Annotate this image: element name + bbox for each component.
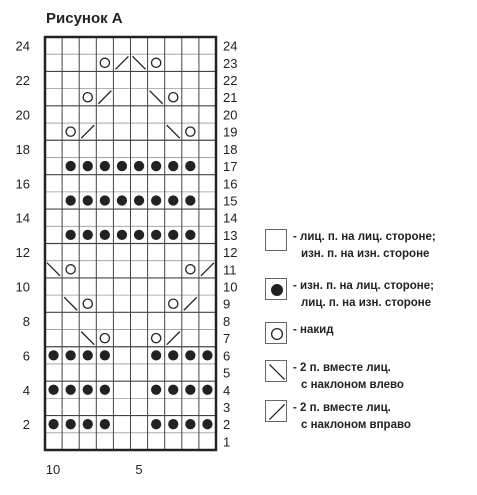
purl-dot xyxy=(202,350,212,360)
left-slant-icon xyxy=(265,360,287,382)
legend-label xyxy=(293,322,477,339)
purl-dot xyxy=(100,161,110,171)
purl-dot xyxy=(202,419,212,429)
row-number-left: 24 xyxy=(15,38,30,54)
k2tog-right-slash xyxy=(269,404,284,419)
purl-dot xyxy=(117,230,127,240)
row-number-right: 10 xyxy=(223,279,238,295)
purl-dot xyxy=(100,419,110,429)
purl-dot xyxy=(66,350,76,360)
legend-label-line: - лиц. п. на лиц. стороне; xyxy=(293,231,436,243)
purl-dot xyxy=(185,195,195,205)
row-number-left: 22 xyxy=(15,73,30,89)
row-number-left: 8 xyxy=(22,313,30,329)
legend-label-line: лиц. п. на изн. стороне xyxy=(301,297,432,309)
row-number-right: 21 xyxy=(223,90,238,106)
purl-dot xyxy=(151,161,161,171)
purl-dot xyxy=(168,161,178,171)
row-number-right: 13 xyxy=(223,227,238,243)
row-number-left: 10 xyxy=(15,279,30,295)
purl-dot xyxy=(66,161,76,171)
purl-dot xyxy=(117,195,127,205)
legend-label xyxy=(293,360,477,394)
row-number-left: 4 xyxy=(22,382,30,398)
purl-dot xyxy=(134,161,144,171)
purl-dot xyxy=(168,230,178,240)
purl-dot xyxy=(185,385,195,395)
k2tog-left-slash xyxy=(269,364,284,379)
purl-dot xyxy=(185,161,195,171)
row-number-right: 3 xyxy=(223,399,231,415)
legend-label-line: с наклоном влево xyxy=(301,379,404,391)
purl-dot xyxy=(151,195,161,205)
row-number-left: 20 xyxy=(15,107,30,123)
row-number-right: 18 xyxy=(223,141,238,157)
purl-dot xyxy=(48,419,58,429)
row-number-left: 16 xyxy=(15,176,30,192)
row-number-right: 6 xyxy=(223,348,231,364)
legend-label xyxy=(293,400,477,434)
empty-square-icon xyxy=(265,229,287,251)
purl-dot xyxy=(185,350,195,360)
purl-dot xyxy=(185,230,195,240)
purl-dot xyxy=(151,230,161,240)
row-number-left: 2 xyxy=(22,417,30,433)
row-number-right: 16 xyxy=(223,176,238,192)
purl-dot xyxy=(168,419,178,429)
purl-dot xyxy=(151,385,161,395)
purl-dot xyxy=(151,350,161,360)
row-number-right: 2 xyxy=(223,417,231,433)
chart-title: Рисунок А xyxy=(46,10,123,27)
purl-dot xyxy=(66,385,76,395)
column-label-5: 5 xyxy=(135,462,143,477)
purl-dot xyxy=(134,195,144,205)
purl-dot xyxy=(151,419,161,429)
purl-dot xyxy=(100,195,110,205)
purl-dot xyxy=(271,284,283,296)
legend-label-line: изн. п. на изн. стороне xyxy=(301,248,430,260)
purl-dot xyxy=(83,161,93,171)
row-number-right: 7 xyxy=(223,331,231,347)
row-number-right: 22 xyxy=(223,73,238,89)
yarn-over-circle xyxy=(272,329,283,340)
row-number-right: 5 xyxy=(223,365,231,381)
row-number-right: 11 xyxy=(223,262,237,278)
purl-dot xyxy=(83,419,93,429)
purl-dot xyxy=(66,419,76,429)
legend-label-line: - 2 п. вместе лиц. xyxy=(293,362,391,374)
purl-dot xyxy=(202,385,212,395)
purl-dot xyxy=(66,230,76,240)
purl-dot xyxy=(48,350,58,360)
row-number-right: 14 xyxy=(223,210,238,226)
purl-dot xyxy=(100,385,110,395)
legend-label-line: - накид xyxy=(293,324,334,336)
row-number-right: 24 xyxy=(223,38,238,54)
row-number-right: 1 xyxy=(223,434,231,450)
row-number-right: 9 xyxy=(223,296,231,312)
yarn-over-icon xyxy=(265,322,287,344)
row-number-left: 6 xyxy=(22,348,30,364)
purl-dot xyxy=(83,385,93,395)
column-label-10: 10 xyxy=(45,462,61,477)
row-number-left: 18 xyxy=(15,141,30,157)
purl-dot xyxy=(168,195,178,205)
legend-label xyxy=(293,278,477,312)
row-number-left: 14 xyxy=(15,210,30,226)
right-slant-icon xyxy=(265,400,287,422)
purl-dot xyxy=(185,419,195,429)
purl-dot xyxy=(134,230,144,240)
legend-label xyxy=(293,229,477,263)
legend-label-line: - изн. п. на лиц. стороне; xyxy=(293,280,434,292)
legend-label-line: - 2 п. вместе лиц. xyxy=(293,402,391,414)
row-number-left: 12 xyxy=(15,245,30,261)
purl-dot xyxy=(83,350,93,360)
purl-dot xyxy=(100,350,110,360)
row-number-right: 4 xyxy=(223,382,231,398)
row-number-right: 19 xyxy=(223,124,238,140)
row-number-right: 20 xyxy=(223,107,238,123)
purl-dot xyxy=(168,350,178,360)
legend-label-line: с наклоном вправо xyxy=(301,419,411,431)
purl-dot xyxy=(66,195,76,205)
purl-dot xyxy=(168,385,178,395)
row-number-right: 23 xyxy=(223,55,238,71)
row-number-right: 15 xyxy=(223,193,238,209)
purl-dot xyxy=(83,230,93,240)
purl-dot xyxy=(117,161,127,171)
row-number-right: 17 xyxy=(223,159,238,175)
purl-dot xyxy=(100,230,110,240)
row-number-right: 8 xyxy=(223,313,231,329)
row-number-right: 12 xyxy=(223,245,238,261)
purl-dot xyxy=(83,195,93,205)
filled-dot-icon xyxy=(265,278,287,300)
purl-dot xyxy=(48,385,58,395)
